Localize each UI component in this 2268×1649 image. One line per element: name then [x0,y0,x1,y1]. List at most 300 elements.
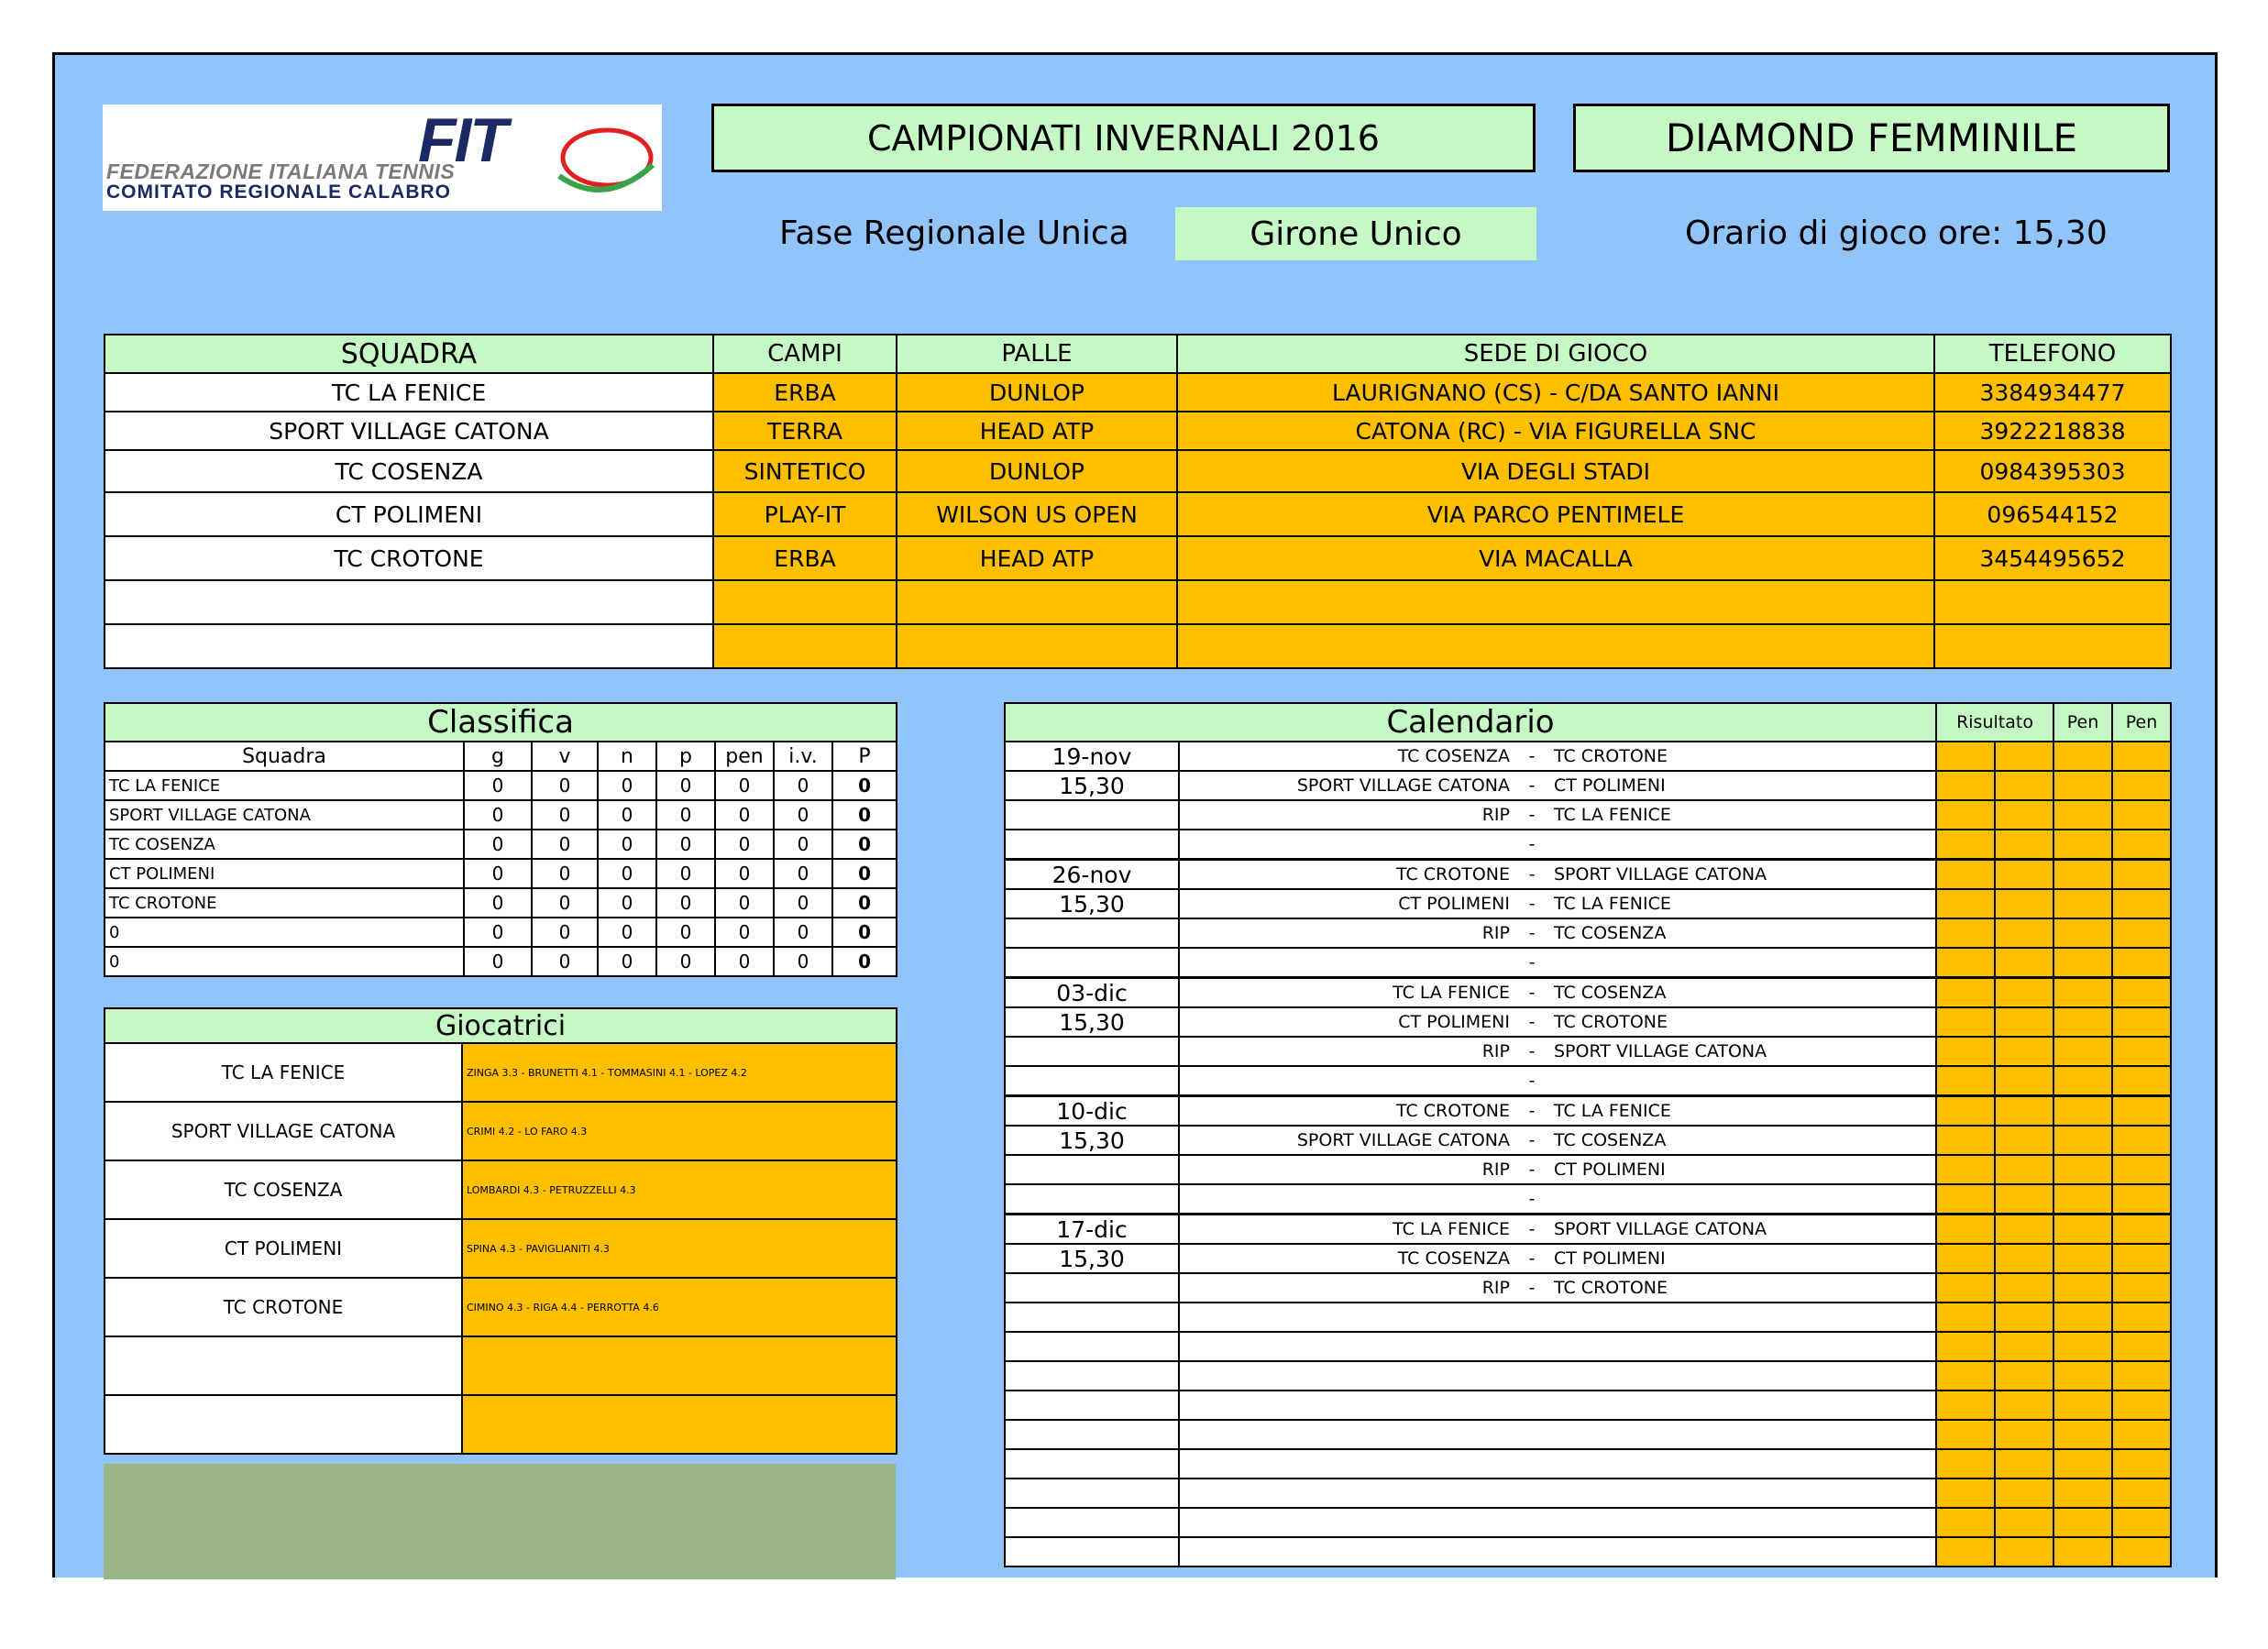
match-home: TC COSENZA [1397,1248,1510,1269]
team-name [105,624,713,668]
stat-cell: 0 [598,918,656,947]
result-cell[interactable] [1995,1007,2053,1037]
result-cell[interactable] [1995,1361,2053,1391]
result-cell[interactable] [1995,1537,2053,1567]
phone: 3454495652 [1934,536,2171,580]
result-cell[interactable] [1995,1096,2053,1127]
ball-type: DUNLOP [897,450,1177,492]
venue [1177,580,1934,624]
result-cell[interactable] [1936,1244,1995,1273]
match-cell [1179,1215,1936,1245]
stat-cell: 0 [598,859,656,888]
stat-cell: 0 [656,830,715,859]
match-away: CT POLIMENI [1554,1160,1666,1180]
player-list: SPINA 4.3 - PAVIGLIANITI 4.3 [462,1219,897,1278]
phone: 0984395303 [1934,450,2171,492]
points-cell: 0 [832,771,897,800]
result-cell[interactable] [1936,1037,1995,1066]
category-title: DIAMOND FEMMINILE [1573,104,2170,172]
result-cell[interactable] [1995,1155,2053,1184]
result-cell[interactable] [1936,918,1995,948]
player-list: LOMBARDI 4.3 - PETRUZZELLI 4.3 [462,1160,897,1219]
match-date [1005,1537,1179,1567]
stat-cell: 0 [774,888,832,918]
team-name: SPORT VILLAGE CATONA [105,412,713,450]
pen-cell[interactable] [2053,1096,2112,1127]
stat-cell: 0 [656,888,715,918]
pen-cell[interactable] [2112,918,2171,948]
ball-type [897,580,1177,624]
risultato-header: Risultato [1936,703,2053,742]
result-cell[interactable] [1995,1479,2053,1508]
col-header: i.v. [774,742,832,771]
match-home: TC CROTONE [1395,864,1510,885]
points-cell: 0 [832,830,897,859]
match-separator: - [1528,1248,1536,1269]
result-cell[interactable] [1936,1126,1995,1155]
result-cell[interactable] [1936,1184,1995,1215]
match-separator: - [1528,1071,1536,1091]
result-cell[interactable] [1936,889,1995,918]
match-date [1005,800,1179,830]
pen-cell[interactable] [2112,742,2171,771]
player-list: ZINGA 3.3 - BRUNETTI 4.1 - TOMMASINI 4.1 - LOPEZ 4.2 [462,1043,897,1102]
pen-cell[interactable] [2053,800,2112,830]
result-cell[interactable] [1995,948,2053,978]
stat-cell: 0 [464,830,532,859]
result-cell[interactable] [1995,800,2053,830]
match-date [1005,1273,1179,1303]
result-cell[interactable] [1995,1273,2053,1303]
pen-cell[interactable] [2053,1420,2112,1449]
table-row [105,1160,897,1219]
result-cell[interactable] [1995,742,2053,771]
table-row [105,624,2171,668]
match-row [1005,978,2171,1008]
result-cell[interactable] [1936,1155,1995,1184]
match-cell [1179,1184,1936,1215]
team-name: TC COSENZA [105,1160,462,1219]
match-row [1005,1066,2171,1096]
match-row [1005,948,2171,978]
pen-cell[interactable] [2112,1184,2171,1215]
players-table [104,1007,897,1455]
stat-cell: 0 [598,947,656,976]
result-cell[interactable] [1936,771,1995,800]
pen-header: Pen [2112,703,2171,742]
stat-cell: 0 [598,800,656,830]
result-cell[interactable] [1936,800,1995,830]
stat-cell: 0 [532,888,598,918]
match-date [1005,1361,1179,1391]
team-name: TC LA FENICE [105,1043,462,1102]
result-cell[interactable] [1995,1508,2053,1537]
match-separator: - [1528,864,1536,885]
match-cell [1179,1155,1936,1184]
match-cell [1179,1537,1936,1567]
pen-cell[interactable] [2112,1361,2171,1391]
player-list [462,1395,897,1454]
match-separator: - [1528,1189,1536,1209]
match-home: RIP [1481,923,1510,943]
result-cell[interactable] [1936,1215,1995,1245]
stat-cell: 0 [464,947,532,976]
result-cell[interactable] [1936,830,1995,860]
team-name: TC CROTONE [105,536,713,580]
venue [1177,624,1934,668]
match-row [1005,1391,2171,1420]
team-name: SPORT VILLAGE CATONA [105,800,464,830]
standings-title: Classifica [105,703,897,742]
pen-cell[interactable] [2053,1007,2112,1037]
match-date: 15,30 [1005,771,1179,800]
match-cell [1179,948,1936,978]
points-cell: 0 [832,859,897,888]
match-row [1005,1420,2171,1449]
court-type: TERRA [713,412,897,450]
match-away: SPORT VILLAGE CATONA [1554,1219,1767,1239]
match-date: 15,30 [1005,1244,1179,1273]
result-cell[interactable] [1936,1361,1995,1391]
match-row [1005,771,2171,800]
stat-cell: 0 [715,859,774,888]
points-cell: 0 [832,918,897,947]
points-cell: 0 [832,947,897,976]
logo-brand: FIT [418,105,506,175]
stat-cell: 0 [774,947,832,976]
col-header: g [464,742,532,771]
court-type [713,624,897,668]
table-row [105,771,897,800]
match-row [1005,1244,2171,1273]
time-value: 15,30 [2012,214,2108,252]
match-cell [1179,830,1936,860]
pen-cell[interactable] [2053,1332,2112,1361]
team-name: CT POLIMENI [105,859,464,888]
match-date [1005,1332,1179,1361]
match-row [1005,1096,2171,1127]
ball-type: HEAD ATP [897,412,1177,450]
result-cell[interactable] [1936,1096,1995,1127]
pen-cell[interactable] [2112,830,2171,860]
pen-cell[interactable] [2053,1215,2112,1245]
pen-cell[interactable] [2112,1126,2171,1155]
result-cell[interactable] [1995,1303,2053,1332]
table-row [105,1278,897,1336]
phone: 3384934477 [1934,373,2171,412]
col-header: Squadra [105,742,464,771]
pen-cell[interactable] [2112,800,2171,830]
match-separator: - [1528,952,1536,973]
pen-cell[interactable] [2053,1126,2112,1155]
result-cell[interactable] [1936,978,1995,1008]
col-header: pen [715,742,774,771]
pen-cell[interactable] [2112,1508,2171,1537]
logo-line1: FEDERAZIONE ITALIANA TENNIS [106,159,456,183]
match-date: 10-dic [1005,1096,1179,1127]
pen-cell[interactable] [2112,771,2171,800]
ball-type: WILSON US OPEN [897,492,1177,536]
result-cell[interactable] [1995,889,2053,918]
match-separator: - [1528,1160,1536,1180]
stat-cell: 0 [715,800,774,830]
match-date [1005,1066,1179,1096]
pen-cell[interactable] [2053,948,2112,978]
match-home: RIP [1481,805,1510,825]
match-date: 19-nov [1005,742,1179,771]
match-separator: - [1528,1041,1536,1061]
match-date [1005,1420,1179,1449]
match-cell [1179,1037,1936,1066]
stat-cell: 0 [715,771,774,800]
pen-cell[interactable] [2112,860,2171,890]
stat-cell: 0 [598,771,656,800]
logo-line2: COMITATO REGIONALE CALABRO [106,181,451,203]
result-cell[interactable] [1936,1273,1995,1303]
stat-cell: 0 [598,888,656,918]
phone [1934,624,2171,668]
pen-cell[interactable] [2053,771,2112,800]
stat-cell: 0 [715,888,774,918]
pen-cell[interactable] [2053,1449,2112,1479]
match-cell [1179,1244,1936,1273]
col-header-palle: PALLE [897,335,1177,373]
table-row [105,800,897,830]
match-date: 15,30 [1005,889,1179,918]
match-separator: - [1528,834,1536,854]
pen-cell[interactable] [2053,978,2112,1008]
match-cell [1179,1066,1936,1096]
standings-table [104,702,897,977]
pen-cell[interactable] [2112,1037,2171,1066]
pen-cell[interactable] [2112,1449,2171,1479]
player-list: CIMINO 4.3 - RIGA 4.4 - PERROTTA 4.6 [462,1278,897,1336]
match-date: 15,30 [1005,1007,1179,1037]
result-cell[interactable] [1936,948,1995,978]
pen-cell[interactable] [2112,948,2171,978]
result-cell[interactable] [1936,1479,1995,1508]
match-away: CT POLIMENI [1554,775,1666,796]
team-name: TC COSENZA [105,830,464,859]
result-cell[interactable] [1936,1332,1995,1361]
match-row [1005,800,2171,830]
match-away: TC LA FENICE [1554,805,1671,825]
result-cell[interactable] [1995,978,2053,1008]
match-home: RIP [1481,1278,1510,1298]
match-cell [1179,1096,1936,1127]
match-cell [1179,889,1936,918]
result-cell[interactable] [1995,1184,2053,1215]
match-date [1005,1508,1179,1537]
pen-cell[interactable] [2112,1244,2171,1273]
team-name [105,1336,462,1395]
match-cell [1179,742,1936,771]
stat-cell: 0 [532,918,598,947]
pen-cell[interactable] [2053,1155,2112,1184]
result-cell[interactable] [1995,1215,2053,1245]
table-row [105,859,897,888]
pen-cell[interactable] [2112,1007,2171,1037]
match-date [1005,1303,1179,1332]
table-row [105,888,897,918]
match-row [1005,1155,2171,1184]
result-cell[interactable] [1936,1007,1995,1037]
match-away: TC COSENZA [1554,1130,1667,1150]
match-row [1005,1215,2171,1245]
stat-cell: 0 [464,771,532,800]
team-name: 0 [105,918,464,947]
stat-cell: 0 [715,947,774,976]
pen-cell[interactable] [2112,978,2171,1008]
stat-cell: 0 [598,830,656,859]
pen-cell[interactable] [2053,1303,2112,1332]
points-cell: 0 [832,888,897,918]
time-info [1685,205,2180,260]
match-home: TC COSENZA [1397,746,1510,766]
match-separator: - [1528,923,1536,943]
result-cell[interactable] [1936,742,1995,771]
result-cell[interactable] [1936,860,1995,890]
pen-cell[interactable] [2112,1479,2171,1508]
match-home: TC LA FENICE [1393,983,1510,1003]
stat-cell: 0 [656,800,715,830]
pen-cell[interactable] [2112,1273,2171,1303]
result-cell[interactable] [1995,1066,2053,1096]
match-separator: - [1528,775,1536,796]
venue: CATONA (RC) - VIA FIGURELLA SNC [1177,412,1934,450]
pen-header: Pen [2053,703,2112,742]
stat-cell: 0 [656,918,715,947]
stat-cell: 0 [715,830,774,859]
match-separator: - [1528,1012,1536,1032]
pen-cell[interactable] [2053,1508,2112,1537]
match-away: TC COSENZA [1554,923,1667,943]
phone [1934,580,2171,624]
match-cell [1179,1332,1936,1361]
team-name: CT POLIMENI [105,492,713,536]
phase-label: Fase Regionale Unica [779,214,1129,252]
pen-cell[interactable] [2053,1244,2112,1273]
result-cell[interactable] [1936,1066,1995,1096]
match-away: TC LA FENICE [1554,894,1671,914]
tennis-ball-swoosh-icon [550,121,660,203]
table-row [105,1219,897,1278]
table-row [105,1395,897,1454]
pen-cell[interactable] [2112,1303,2171,1332]
match-cell [1179,978,1936,1008]
table-row [105,1102,897,1160]
result-cell[interactable] [1995,1449,2053,1479]
match-date: 15,30 [1005,1126,1179,1155]
pen-cell[interactable] [2053,830,2112,860]
pen-cell[interactable] [2053,1273,2112,1303]
result-cell[interactable] [1995,771,2053,800]
result-cell[interactable] [1995,1126,2053,1155]
pen-cell[interactable] [2053,1391,2112,1420]
match-separator: - [1528,894,1536,914]
stat-cell: 0 [774,800,832,830]
calendar-table [1004,702,2172,1567]
ball-type [897,624,1177,668]
match-separator: - [1528,805,1536,825]
pen-cell[interactable] [2112,1391,2171,1420]
match-home: RIP [1481,1160,1510,1180]
pen-cell[interactable] [2112,1215,2171,1245]
pen-cell[interactable] [2053,1361,2112,1391]
match-cell [1179,800,1936,830]
result-cell[interactable] [1995,918,2053,948]
match-cell [1179,1007,1936,1037]
result-cell[interactable] [1995,1420,2053,1449]
pen-cell[interactable] [2053,1066,2112,1096]
pen-cell[interactable] [2053,1037,2112,1066]
match-cell [1179,771,1936,800]
result-cell[interactable] [1936,1537,1995,1567]
pen-cell[interactable] [2112,1155,2171,1184]
stat-cell: 0 [532,771,598,800]
match-separator: - [1528,1130,1536,1150]
col-header: v [532,742,598,771]
stat-cell: 0 [774,830,832,859]
col-header-squadra: SQUADRA [105,335,713,373]
pen-cell[interactable] [2112,889,2171,918]
result-cell[interactable] [1936,1508,1995,1537]
col-header: P [832,742,897,771]
stat-cell: 0 [464,918,532,947]
table-row [105,1336,897,1395]
result-cell[interactable] [1995,1244,2053,1273]
fit-logo [103,104,662,211]
match-date [1005,1391,1179,1420]
pen-cell[interactable] [2112,1066,2171,1096]
pen-cell[interactable] [2053,742,2112,771]
team-name [105,1395,462,1454]
pen-cell[interactable] [2112,1096,2171,1127]
match-row [1005,860,2171,890]
stat-cell: 0 [464,800,532,830]
col-header-campi: CAMPI [713,335,897,373]
result-cell[interactable] [1995,1332,2053,1361]
result-cell[interactable] [1995,1037,2053,1066]
match-away: TC CROTONE [1554,1012,1668,1032]
pen-cell[interactable] [2053,1537,2112,1567]
result-cell[interactable] [1995,860,2053,890]
pen-cell[interactable] [2053,889,2112,918]
match-cell [1179,1449,1936,1479]
pen-cell[interactable] [2112,1537,2171,1567]
result-cell[interactable] [1995,1391,2053,1420]
result-cell[interactable] [1995,830,2053,860]
team-name: TC LA FENICE [105,771,464,800]
pen-cell[interactable] [2112,1332,2171,1361]
stat-cell: 0 [774,859,832,888]
table-row [105,450,2171,492]
pen-cell[interactable] [2053,1479,2112,1508]
pen-cell[interactable] [2112,1420,2171,1449]
result-cell[interactable] [1936,1391,1995,1420]
match-row [1005,1508,2171,1537]
pen-cell[interactable] [2053,1184,2112,1215]
pen-cell[interactable] [2053,918,2112,948]
result-cell[interactable] [1936,1303,1995,1332]
stat-cell: 0 [656,771,715,800]
result-cell[interactable] [1936,1449,1995,1479]
venue: VIA MACALLA [1177,536,1934,580]
result-cell[interactable] [1936,1420,1995,1449]
pen-cell[interactable] [2053,860,2112,890]
match-separator: - [1528,1278,1536,1298]
match-home: RIP [1481,1041,1510,1061]
